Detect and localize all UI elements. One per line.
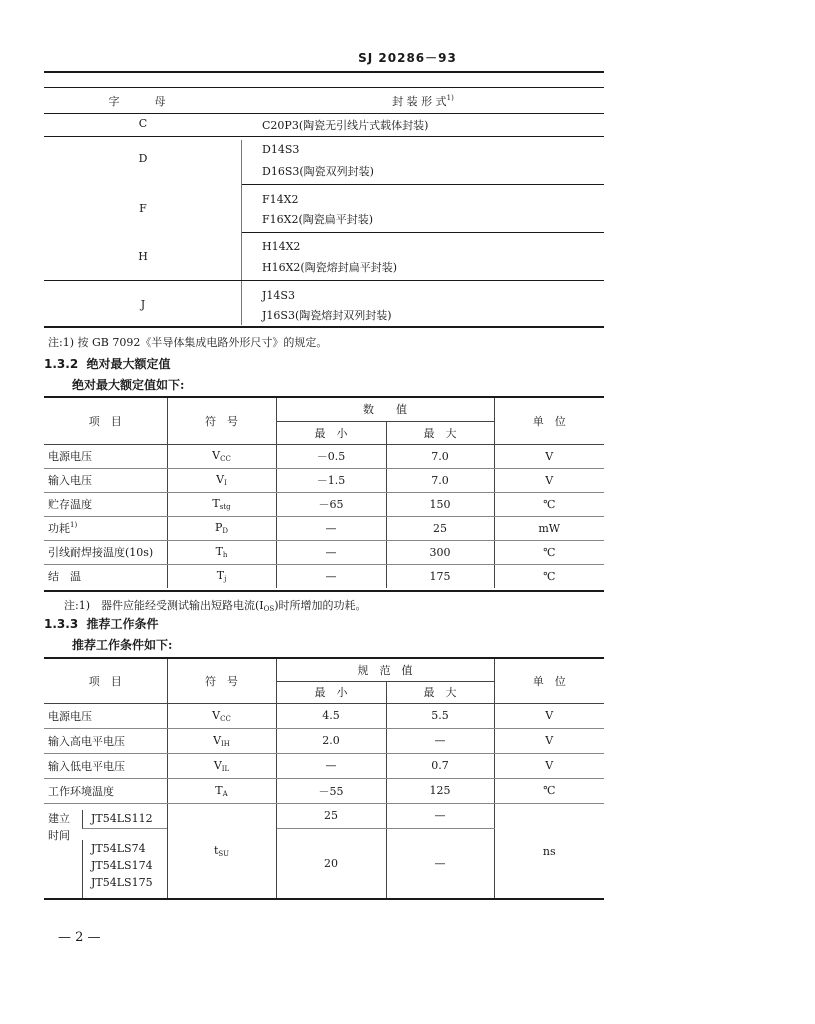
row-max: 7.0	[386, 468, 494, 492]
table-row	[44, 803, 604, 828]
row-item: 电源电压	[44, 703, 167, 728]
row-symbol: $V_{CC}$	[167, 703, 276, 728]
setup-unit: ns	[542, 844, 556, 858]
package-row-rule	[44, 280, 604, 281]
device-jt54ls112: JT54LS112	[82, 810, 167, 829]
section-number: 1.3.2	[44, 357, 79, 371]
table-row	[44, 728, 604, 753]
row-max: 0.7	[386, 753, 494, 778]
package-note: 注:1) 按 GB 7092《半导体集成电路外形尺寸》的规定。	[48, 336, 328, 349]
row-symbol: $V_I$	[167, 468, 276, 492]
setup-min-2: 20	[276, 828, 386, 899]
section-title: 绝对最大额定值	[86, 357, 171, 371]
header-item: 项 目	[44, 398, 167, 444]
header-symbol: 符 号	[167, 659, 276, 703]
row-min: —	[276, 516, 386, 540]
row-symbol: $V_{IL}$	[167, 753, 276, 778]
row-item: 工作环境温度	[44, 778, 167, 803]
header-value: 数 值	[276, 398, 494, 421]
header-unit: 单 位	[494, 659, 604, 703]
header-item: 项 目	[44, 659, 167, 703]
page-number: — 2 —	[58, 930, 101, 945]
row-min: 2.0	[276, 728, 386, 753]
row-max: 175	[386, 564, 494, 588]
row-max: 25	[386, 516, 494, 540]
section-1-3-2-intro: 绝对最大额定值如下:	[72, 378, 185, 392]
package-table-header-rule	[44, 113, 604, 114]
row-min: —	[276, 540, 386, 564]
abs-max-table-bottom-rule	[44, 590, 604, 592]
package-form-h-2: H16X2(陶瓷熔封扁平封装)	[262, 261, 398, 274]
col-header-form	[242, 93, 604, 109]
abs-max-note: 注:1) 器件应能经受测试输出短路电流$(I_{OS})$时所增加的功耗。	[64, 599, 367, 613]
header-symbol: 符 号	[167, 398, 276, 444]
setup-time-label: 建立 时间	[48, 811, 70, 842]
header-value: 规 范 值	[276, 659, 494, 681]
col-header-form-text: 封 装 形 式	[392, 95, 447, 108]
table-row	[44, 778, 604, 803]
package-form-d-1: D14S3	[262, 143, 300, 156]
section-title: 推荐工作条件	[86, 617, 159, 631]
header-min: 最 小	[276, 421, 386, 444]
col-header-letter: 字 母	[108, 95, 178, 108]
package-form-f-2: F16X2(陶瓷扁平封装)	[262, 213, 374, 226]
row-min: —	[276, 564, 386, 588]
rec-table-bottom-rule	[44, 898, 604, 900]
setup-max-1: —	[386, 803, 494, 828]
header-min: 最 小	[276, 681, 386, 703]
package-row-rule	[242, 184, 604, 185]
row-item: 输入高电平电压	[44, 728, 167, 753]
row-item: 引线耐焊接温度(10s)	[44, 540, 167, 564]
table-row	[44, 468, 604, 492]
header-unit: 单 位	[494, 398, 604, 444]
row-item: 电源电压	[44, 444, 167, 468]
package-form-j-2: J16S3(陶瓷熔封双列封装)	[262, 309, 392, 322]
row-item: 结 温	[44, 564, 167, 588]
row-item: 贮存温度	[44, 492, 167, 516]
row-unit: V	[494, 703, 604, 728]
header-max: 最 大	[386, 681, 494, 703]
package-form-d-2: D16S3(陶瓷双列封装)	[262, 165, 374, 178]
package-form-j-1: J14S3	[262, 289, 295, 302]
setup-time-item	[44, 803, 167, 899]
recommended-conditions-table	[44, 659, 604, 899]
row-unit: V	[494, 468, 604, 492]
header-max: 最 大	[386, 421, 494, 444]
row-unit: mW	[494, 516, 604, 540]
row-unit: ℃	[494, 540, 604, 564]
row-min: －55	[276, 778, 386, 803]
row-item: 输入低电平电压	[44, 753, 167, 778]
table-row	[44, 564, 604, 588]
setup-min-1: 25	[276, 803, 386, 828]
table-row	[44, 540, 604, 564]
package-row-rule	[44, 136, 604, 137]
table-row	[44, 703, 604, 728]
row-symbol: $V_{CC}$	[167, 444, 276, 468]
section-1-3-3-intro: 推荐工作条件如下:	[72, 638, 173, 652]
row-unit: V	[494, 444, 604, 468]
document-number: SJ 20286－93	[358, 51, 457, 65]
row-symbol: $T_A$	[167, 778, 276, 803]
section-1-3-2-heading	[44, 355, 171, 372]
row-max: 7.0	[386, 444, 494, 468]
row-min: －65	[276, 492, 386, 516]
package-table-top-rule	[44, 87, 604, 88]
row-min: —	[276, 753, 386, 778]
package-row-rule	[242, 232, 604, 233]
section-1-3-3-heading	[44, 615, 159, 632]
package-letter-d: D	[138, 152, 148, 165]
row-unit: V	[494, 728, 604, 753]
package-form-h-1: H14X2	[262, 240, 301, 253]
package-form-f-1: F14X2	[262, 193, 299, 206]
row-max: 5.5	[386, 703, 494, 728]
table-row	[44, 444, 604, 468]
table-row	[44, 516, 604, 540]
row-unit: ℃	[494, 492, 604, 516]
setup-symbol: $t_{SU}$	[167, 803, 276, 899]
row-min: －0.5	[276, 444, 386, 468]
package-letter-f: F	[139, 202, 147, 215]
package-letter-h: H	[138, 250, 148, 263]
row-item: 功耗$^{1)}$	[44, 516, 167, 540]
package-form-c: C20P3(陶瓷无引线片式载体封装)	[262, 119, 429, 132]
row-min: －1.5	[276, 468, 386, 492]
header-rule	[44, 71, 604, 73]
row-symbol: $T_{stg}$	[167, 492, 276, 516]
row-symbol: $P_D$	[167, 516, 276, 540]
row-max: 300	[386, 540, 494, 564]
row-symbol: $V_{IH}$	[167, 728, 276, 753]
row-unit: ℃	[543, 569, 556, 583]
row-item: 输入电压	[44, 468, 167, 492]
setup-max-2: —	[386, 828, 494, 899]
row-max: 125	[386, 778, 494, 803]
row-min: 4.5	[276, 703, 386, 728]
col-header-form-note: 1)	[446, 94, 454, 102]
package-table-bottom-rule	[44, 326, 604, 328]
package-letter-c: C	[138, 117, 148, 130]
table-row	[44, 753, 604, 778]
row-unit: V	[494, 753, 604, 778]
table-row	[44, 492, 604, 516]
row-symbol: $T_j$	[167, 564, 276, 588]
row-symbol: $T_h$	[167, 540, 276, 564]
row-max: 150	[386, 492, 494, 516]
row-max: —	[386, 728, 494, 753]
row-unit: ℃	[494, 778, 604, 803]
abs-max-table	[44, 398, 604, 588]
device-group-2: JT54LS74 JT54LS174 JT54LS175	[82, 840, 167, 900]
section-number: 1.3.3	[44, 617, 79, 631]
package-letter-j: J	[140, 298, 146, 311]
